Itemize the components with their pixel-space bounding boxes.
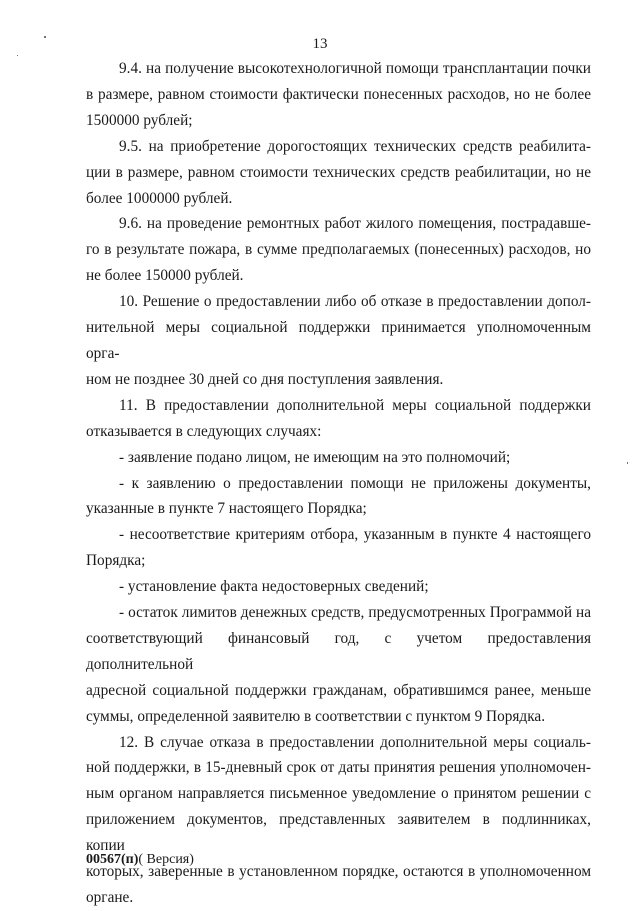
- paragraph-11-b: [86, 471, 591, 523]
- text-line: адресной социальной поддержки гражданам, обратившимся ранее, меньше: [86, 681, 591, 699]
- text-line: соответствующий финансовый год, с учетом предоставления дополнительной: [86, 629, 591, 673]
- paragraph-9-5: [86, 134, 591, 212]
- text-line: приложением документов, представленных заявителем в подлинниках, копии: [86, 811, 591, 855]
- text-line: - к заявлению о предоставлении помощи не приложены документы,: [119, 474, 591, 492]
- text-line: указанные в пункте 7 настоящего Порядка;: [86, 500, 367, 518]
- text-line: ции в размере, равном стоимости технических средств реабилитации, но не: [86, 163, 591, 181]
- document-footer: [86, 852, 194, 868]
- text-line: 9.4. на получение высокотехнологичной помощи трансплантации почки: [119, 60, 591, 77]
- page-number: 13: [312, 36, 328, 52]
- paragraph-11-e: [86, 600, 591, 730]
- text-line: суммы, определенной заявителю в соответствии с пунктом 9 Порядка.: [86, 707, 546, 725]
- text-line: нительной меры социальной поддержки принимается уполномоченным орга-: [86, 319, 591, 362]
- paragraph-11-d: [86, 574, 591, 600]
- text-line: - установление факта недостоверных сведений;: [119, 578, 429, 596]
- text-line: - несоответствие критериям отбора, указанным в пункте 4 настоящего: [119, 526, 591, 544]
- text-line: 9.6. на проведение ремонтных работ жилого помещения, пострадавше-: [119, 215, 591, 233]
- text-line: 1500000 рублей;: [86, 111, 193, 129]
- paragraph-11: [86, 393, 591, 445]
- text-line: которых, заверенные в установленном порядке, остаются в уполномоченном: [86, 863, 591, 881]
- document-version: ( Версия): [138, 852, 194, 867]
- text-line: 10. Решение о предоставлении либо об отказе в предоставлении допол-: [119, 293, 591, 311]
- text-line: отказывается в следующих случаях:: [86, 422, 322, 440]
- document-body: [86, 56, 591, 911]
- text-line: - остаток лимитов денежных средств, предусмотренных Программой на: [119, 604, 591, 622]
- scan-speck: [627, 462, 628, 464]
- paragraph-10: [86, 289, 591, 393]
- text-line: ном не позднее 30 дней со дня поступления заявления.: [86, 370, 444, 388]
- paragraph-12: [86, 730, 591, 911]
- scan-speck: [17, 55, 18, 56]
- text-line: 9.5. на приобретение дорогостоящих технических средств реабилита-: [119, 137, 591, 155]
- text-line: в размере, равном стоимости фактически понесенных расходов, но не более: [86, 85, 591, 103]
- text-line: органе.: [86, 889, 134, 906]
- paragraph-9-6: [86, 211, 591, 289]
- text-line: Порядка;: [86, 552, 146, 570]
- text-line: - заявление подано лицом, не имеющим на это полномочий;: [119, 448, 511, 466]
- text-line: более 1000000 рублей.: [86, 189, 233, 207]
- text-line: ной поддержки, в 15-дневный срок от даты принятия решения уполномочен-: [86, 759, 591, 777]
- paragraph-11-c: [86, 522, 591, 574]
- text-line: го в результате пожара, в сумме предполагаемых (понесенных) расходов, но: [86, 241, 591, 259]
- document-code: 00567(п): [86, 852, 139, 867]
- text-line: 12. В случае отказа в предоставлении дополнительной меры социаль-: [119, 733, 591, 751]
- text-line: не более 150000 рублей.: [86, 267, 244, 285]
- paragraph-9-4: [86, 56, 591, 134]
- text-line: ным органом направляется письменное уведомление о принятом решении с: [86, 785, 591, 803]
- paragraph-11-a: [86, 445, 591, 471]
- text-line: 11. В предоставлении дополнительной меры социальной поддержки: [119, 396, 591, 414]
